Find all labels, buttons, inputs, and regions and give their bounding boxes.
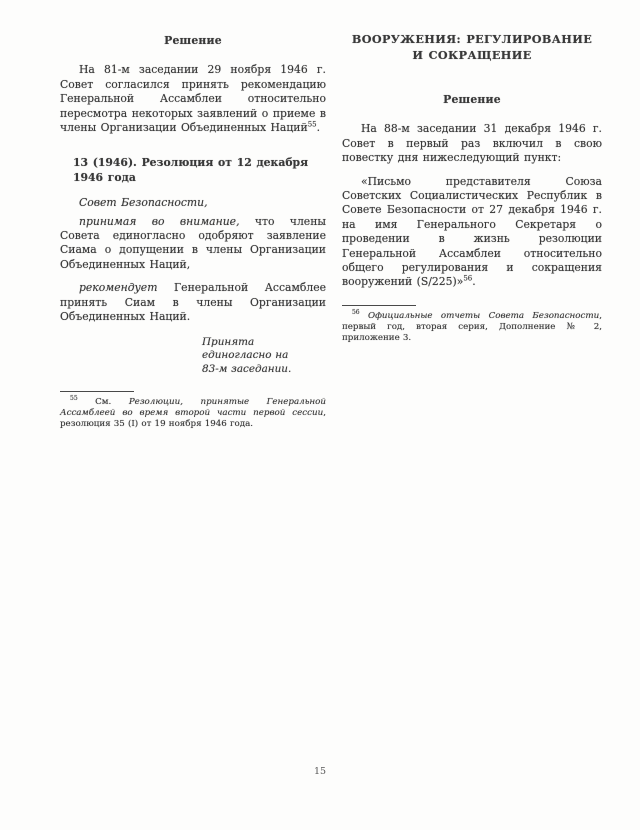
section-heading-line-2: И СОКРАЩЕНИЕ [412, 47, 532, 62]
footnote-55-suffix: , резолюция 35 (I) от 19 ноября 1946 года. [60, 408, 326, 430]
left-footnote-rule [60, 391, 134, 392]
agenda-item-quote [342, 175, 602, 290]
left-decision-text: На 81-м заседании 29 ноября 1946 г. Совет согласился принять рекомендацию Генеральной Ассамблеи относительно пересмотра некоторых заявлений о приеме в члены Организации Объединенных Наций [60, 63, 326, 135]
adoption-note-line-1: Принята единогласно на [202, 335, 289, 361]
clause-2-text: Генеральной Ассамблее принять Сиам в члены Организации Объединенных Наций. [60, 281, 326, 324]
council-party-line: Совет Безопасности, [79, 196, 208, 210]
clause-1-text: что члены Совета единогласно одобряют заявление Сиама о допущении в члены Организации Объединенных Наций, [60, 214, 326, 271]
footnote-55-marker: 55 [70, 395, 78, 403]
right-footnote-rule [342, 305, 416, 306]
clause-2-lead: рекомендует [79, 281, 158, 295]
left-footnote [60, 397, 326, 431]
right-decision-heading: Решение [443, 93, 501, 106]
resolution-clause-1 [60, 215, 326, 273]
clause-1-lead: принимая во внимание, [79, 214, 240, 228]
left-column [60, 30, 326, 431]
right-footnote [341, 308, 602, 345]
footnote-55-prefix: См. [95, 397, 129, 407]
resolution-13-heading: 13 (1946). Резолюция от 12 декабря 1946 года [73, 156, 309, 184]
resolution-clause-2 [60, 281, 326, 324]
armaments-section-heading [342, 32, 602, 63]
footnote-56-marker: 56 [351, 308, 360, 316]
left-decision-paragraph [60, 63, 326, 135]
footnote-56-title: Официальные отчеты Совета Безопасности [367, 310, 600, 321]
right-column [342, 30, 602, 431]
agenda-item-text: «Письмо представителя Союза Советских Социалистических Республик в Совете Безопасности от 27 декабря 1946 г. на имя Генерального Секретаря о проведении в жизнь резолюции Генеральной Ассамблеи относительно общего регулирования и сокращения вооружений (S/225)» [341, 174, 602, 289]
section-heading-line-1: ВООРУЖЕНИЯ: РЕГУЛИРОВАНИЕ [351, 32, 593, 46]
page-number: 15 [313, 766, 327, 777]
adoption-note [202, 336, 326, 377]
footnote-56-suffix: , первый год, вторая серия, Дополнение № 2, приложение 3. [341, 310, 602, 344]
left-decision-heading: Решение [164, 34, 222, 47]
footnote-55-title: Резолюции, принятые Генеральной Ассамблеей во время второй части первой сессии [60, 397, 326, 419]
right-footnote-block [342, 305, 602, 345]
adoption-note-line-2: 83-м заседании. [202, 362, 292, 375]
left-decision-period: . [316, 121, 321, 135]
agenda-item-period: . [472, 275, 476, 289]
footnote-ref-56: 56 [463, 274, 473, 283]
right-decision-paragraph: На 88-м заседании 31 декабря 1946 г. Совет в первый раз включил в свою повестку дня нижеследующий пункт: [341, 122, 602, 165]
footnote-ref-55: 55 [307, 120, 317, 129]
